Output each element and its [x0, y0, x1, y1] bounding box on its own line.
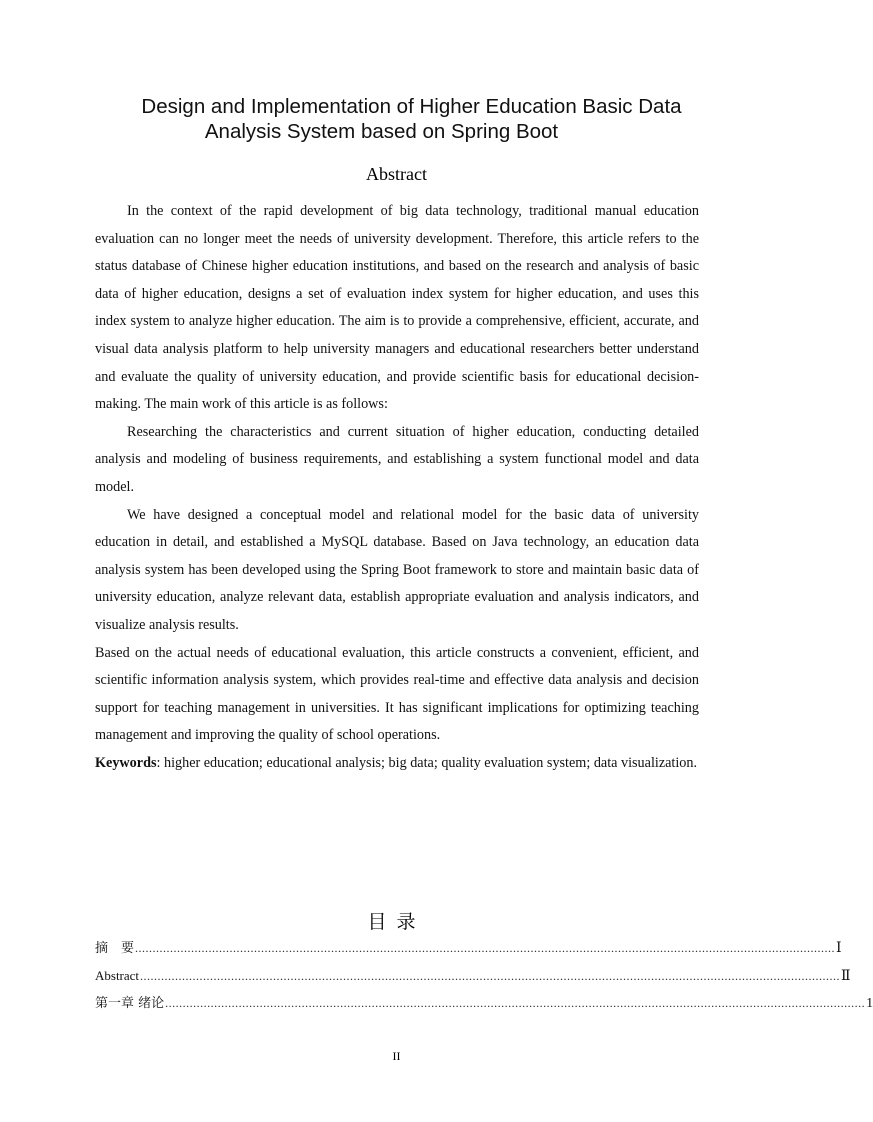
- abstract-heading: Abstract: [366, 164, 427, 184]
- toc-entry-page: Ⅰ: [836, 941, 842, 956]
- toc-entry-abstract-en[interactable]: [95, 965, 851, 993]
- abstract-paragraph-3: We have designed a conceptual model and relational model for the basic data of university education in detail, and established a MySQL database. Based on Java technology, an education data analysis system has been developed using the Spring Boot framework to store and maintain basic data of university education, analyze relevant data, establish appropriate evaluation and analysis indicators, and visualize analysis results.: [95, 506, 699, 633]
- toc-leader-dots: ........................................................................................................................................................................................................: [135, 941, 836, 955]
- toc-entry-label: 第一章 绪论: [95, 996, 165, 1011]
- keywords-line: [95, 750, 699, 778]
- abstract-body: [95, 198, 699, 777]
- keywords-text: : higher education; educational analysis; big data; quality evaluation system; data visualization.: [156, 754, 698, 771]
- keywords-label: Keywords: [95, 754, 157, 771]
- toc-entry-abstract-cn[interactable]: [95, 937, 842, 965]
- table-of-contents: [95, 937, 873, 1020]
- toc-leader-dots: ........................................................................................................................................................................................................: [140, 968, 841, 983]
- toc-entry-chapter-1[interactable]: [95, 992, 873, 1020]
- toc-heading: 目录: [367, 911, 426, 933]
- thesis-title-line-1: Design and Implementation of Higher Education Basic Data: [141, 95, 682, 118]
- toc-entry-page: Ⅱ: [841, 968, 851, 984]
- toc-entry-page: 1: [866, 996, 873, 1011]
- abstract-paragraph-4: Based on the actual needs of educational evaluation, this article constructs a convenient, efficient, and scientific information analysis system, which provides real-time and effective data analysis and decision support for teaching management in universities. It has significant implications for optimizing teaching management and improving the quality of school operations.: [95, 644, 699, 744]
- toc-entry-label: 摘 要: [95, 941, 135, 956]
- page-number: II: [392, 1049, 401, 1063]
- toc-leader-dots: ........................................................................................................................................................................................................: [165, 996, 866, 1010]
- abstract-paragraph-2: Researching the characteristics and current situation of higher education, conducting detailed analysis and modeling of business requirements, and establishing a system functional model and data model.: [95, 423, 699, 495]
- abstract-paragraph-1: In the context of the rapid development of big data technology, traditional manual education evaluation can no longer meet the needs of university development. Therefore, this article refers to the status database of Chinese higher education institutions, and based on the research and analysis of basic data of higher education, designs a set of evaluation index system for higher education, and uses this index system to analyze higher education. The aim is to provide a comprehensive, efficient, accurate, and visual data analysis platform to help university managers and educational researchers better understand and evaluate the quality of university education, and provide scientific basis for educational decision-making. The main work of this article is as follows:: [95, 203, 699, 413]
- toc-entry-label: Abstract: [95, 967, 140, 983]
- thesis-title-line-2: Analysis System based on Spring Boot: [204, 120, 559, 143]
